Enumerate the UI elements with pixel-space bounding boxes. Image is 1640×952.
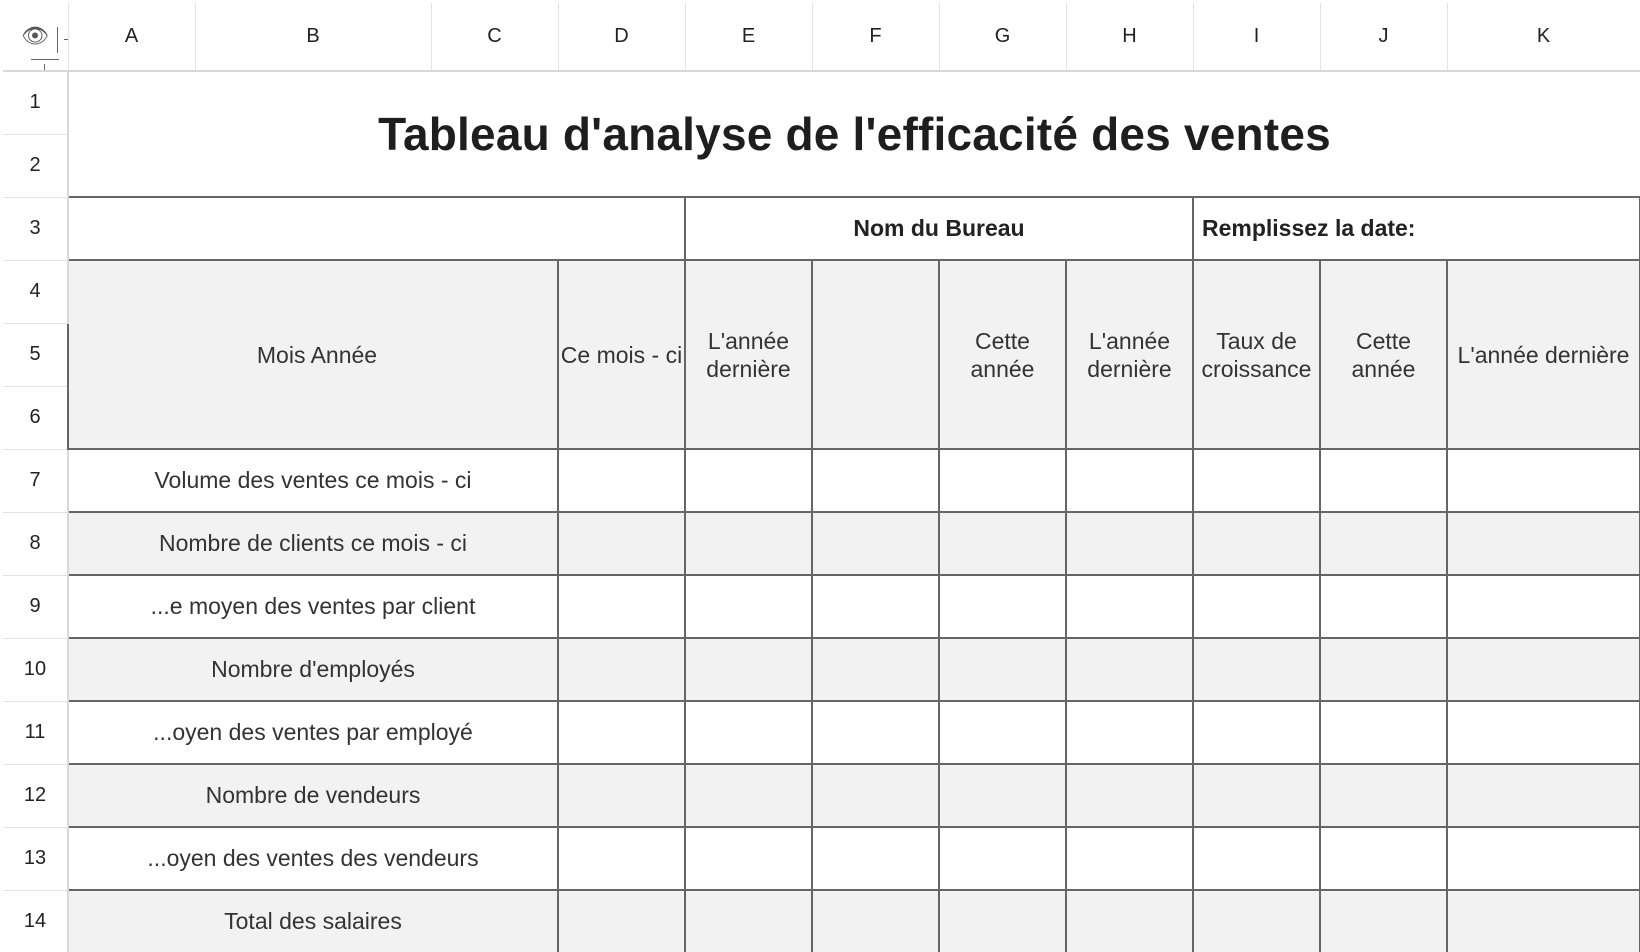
data-cell[interactable] [812,512,939,575]
freeze-rows-icon[interactable] [31,59,59,71]
data-cell[interactable] [1447,890,1640,952]
blank-header-e[interactable] [812,260,939,449]
this-year-header-f[interactable]: Cette année [939,260,1066,449]
row-header-14[interactable]: 14 [3,890,68,952]
data-cell[interactable] [812,638,939,701]
data-cell[interactable] [812,575,939,638]
data-cell[interactable] [558,890,685,952]
this-year-header-i[interactable]: Cette année [1320,260,1447,449]
row-header-1[interactable]: 1 [3,71,68,134]
row-header-12[interactable]: 12 [3,764,68,827]
row-label[interactable]: Nombre d'employés [68,638,558,701]
row-header-2[interactable]: 2 [3,134,68,197]
data-cell[interactable] [1447,575,1640,638]
data-cell[interactable] [558,764,685,827]
data-cell[interactable] [1066,638,1193,701]
data-cell[interactable] [558,701,685,764]
data-cell[interactable] [1320,827,1447,890]
column-header-d[interactable]: D [558,3,685,71]
data-cell[interactable] [558,638,685,701]
month-year-header[interactable]: Mois Année [68,260,558,449]
data-cell[interactable] [939,638,1066,701]
table-row [3,512,1640,575]
data-cell[interactable] [1066,512,1193,575]
data-cell[interactable] [1066,827,1193,890]
corner-cell [3,3,68,71]
row-label[interactable]: Nombre de clients ce mois - ci [68,512,558,575]
column-header-e[interactable]: E [685,3,812,71]
column-header-row [3,3,1640,71]
data-cell[interactable] [1193,449,1320,512]
data-cell[interactable] [1066,701,1193,764]
data-cell[interactable] [812,764,939,827]
row-header-13[interactable]: 13 [3,827,68,890]
cell-a3[interactable] [68,197,685,260]
column-header-k[interactable]: K [1447,3,1640,71]
data-cell[interactable] [685,449,812,512]
row-label[interactable]: Nombre de vendeurs [68,764,558,827]
column-header-b[interactable]: B [195,3,431,71]
sheet-title[interactable]: Tableau d'analyse de l'efficacité des ventes [378,108,1331,160]
row-header-10[interactable]: 10 [3,638,68,701]
row-header-8[interactable]: 8 [3,512,68,575]
table-row [3,449,1640,512]
data-cell[interactable] [1447,512,1640,575]
data-cell[interactable] [812,701,939,764]
data-cell[interactable] [1320,764,1447,827]
data-cell[interactable] [939,575,1066,638]
data-cell[interactable] [1320,890,1447,952]
data-cell[interactable] [939,890,1066,952]
table-row [3,827,1640,890]
data-cell[interactable] [558,827,685,890]
data-cell[interactable] [1193,764,1320,827]
data-cell[interactable] [1066,764,1193,827]
column-header-j[interactable]: J [1320,3,1447,71]
data-cell[interactable] [1320,575,1447,638]
data-cell[interactable] [1193,827,1320,890]
row-header-3[interactable]: 3 [3,197,68,260]
data-cell[interactable] [812,449,939,512]
data-cell[interactable] [1447,449,1640,512]
data-cell[interactable] [1447,827,1640,890]
data-cell[interactable] [939,701,1066,764]
table-row [3,575,1640,638]
eye-icon[interactable]: 👁︎ [21,23,49,48]
data-cell[interactable] [558,575,685,638]
row-header-5[interactable]: 5 [3,323,68,386]
data-cell[interactable] [939,512,1066,575]
row-header-9[interactable]: 9 [3,575,68,638]
row-label[interactable]: Volume des ventes ce mois - ci [68,449,558,512]
table-row [3,701,1640,764]
fill-date-cell[interactable]: Remplissez la date: [1193,197,1640,260]
data-cell[interactable] [1066,890,1193,952]
data-cell[interactable] [1447,638,1640,701]
spreadsheet-grid [3,3,1640,952]
table-row [3,764,1640,827]
data-cell[interactable] [1066,575,1193,638]
data-cell[interactable] [685,512,812,575]
column-header-c[interactable]: C [431,3,558,71]
data-cell[interactable] [1193,575,1320,638]
row-label[interactable]: ...e moyen des ventes par client [68,575,558,638]
data-cell[interactable] [1320,701,1447,764]
data-cell[interactable] [685,638,812,701]
data-cell[interactable] [1320,512,1447,575]
data-cell[interactable] [1447,764,1640,827]
row-header-7[interactable]: 7 [3,449,68,512]
last-year-header-j[interactable]: L'année dernière [1447,260,1640,449]
column-header-g[interactable]: G [939,3,1066,71]
last-year-header-g[interactable]: L'année dernière [1066,260,1193,449]
data-cell[interactable] [558,512,685,575]
column-header-h[interactable]: H [1066,3,1193,71]
data-cell[interactable] [1447,701,1640,764]
row-header-6[interactable]: 6 [3,386,68,449]
data-cell[interactable] [1066,449,1193,512]
data-cell[interactable] [685,827,812,890]
freeze-columns-icon[interactable] [57,27,68,53]
data-cell[interactable] [1193,512,1320,575]
table-row [3,890,1640,952]
data-cell[interactable] [685,890,812,952]
data-cell[interactable] [1193,701,1320,764]
this-month-header[interactable]: Ce mois - ci [558,260,685,449]
last-year-header-d[interactable]: L'année dernière [685,260,812,449]
data-cell[interactable] [558,449,685,512]
data-cell[interactable] [1320,449,1447,512]
data-cell[interactable] [939,827,1066,890]
row-label[interactable]: ...oyen des ventes par employé [68,701,558,764]
column-header-a[interactable]: A [68,3,195,71]
column-header-f[interactable]: F [812,3,939,71]
growth-rate-header-h[interactable]: Taux de croissance [1193,260,1320,449]
data-cell[interactable] [685,764,812,827]
office-name-cell[interactable]: Nom du Bureau [685,197,1193,260]
row-header-4[interactable]: 4 [3,260,68,323]
data-cell[interactable] [812,827,939,890]
row-label[interactable]: Total des salaires [68,890,558,952]
data-cell[interactable] [1193,890,1320,952]
row-header-11[interactable]: 11 [3,701,68,764]
data-cell[interactable] [1320,638,1447,701]
data-cell[interactable] [685,575,812,638]
table-row [3,638,1640,701]
column-header-i[interactable]: I [1193,3,1320,71]
data-cell[interactable] [939,449,1066,512]
row-label[interactable]: ...oyen des ventes des vendeurs [68,827,558,890]
data-cell[interactable] [1193,638,1320,701]
data-cell[interactable] [685,701,812,764]
data-cell[interactable] [939,764,1066,827]
data-cell[interactable] [812,890,939,952]
